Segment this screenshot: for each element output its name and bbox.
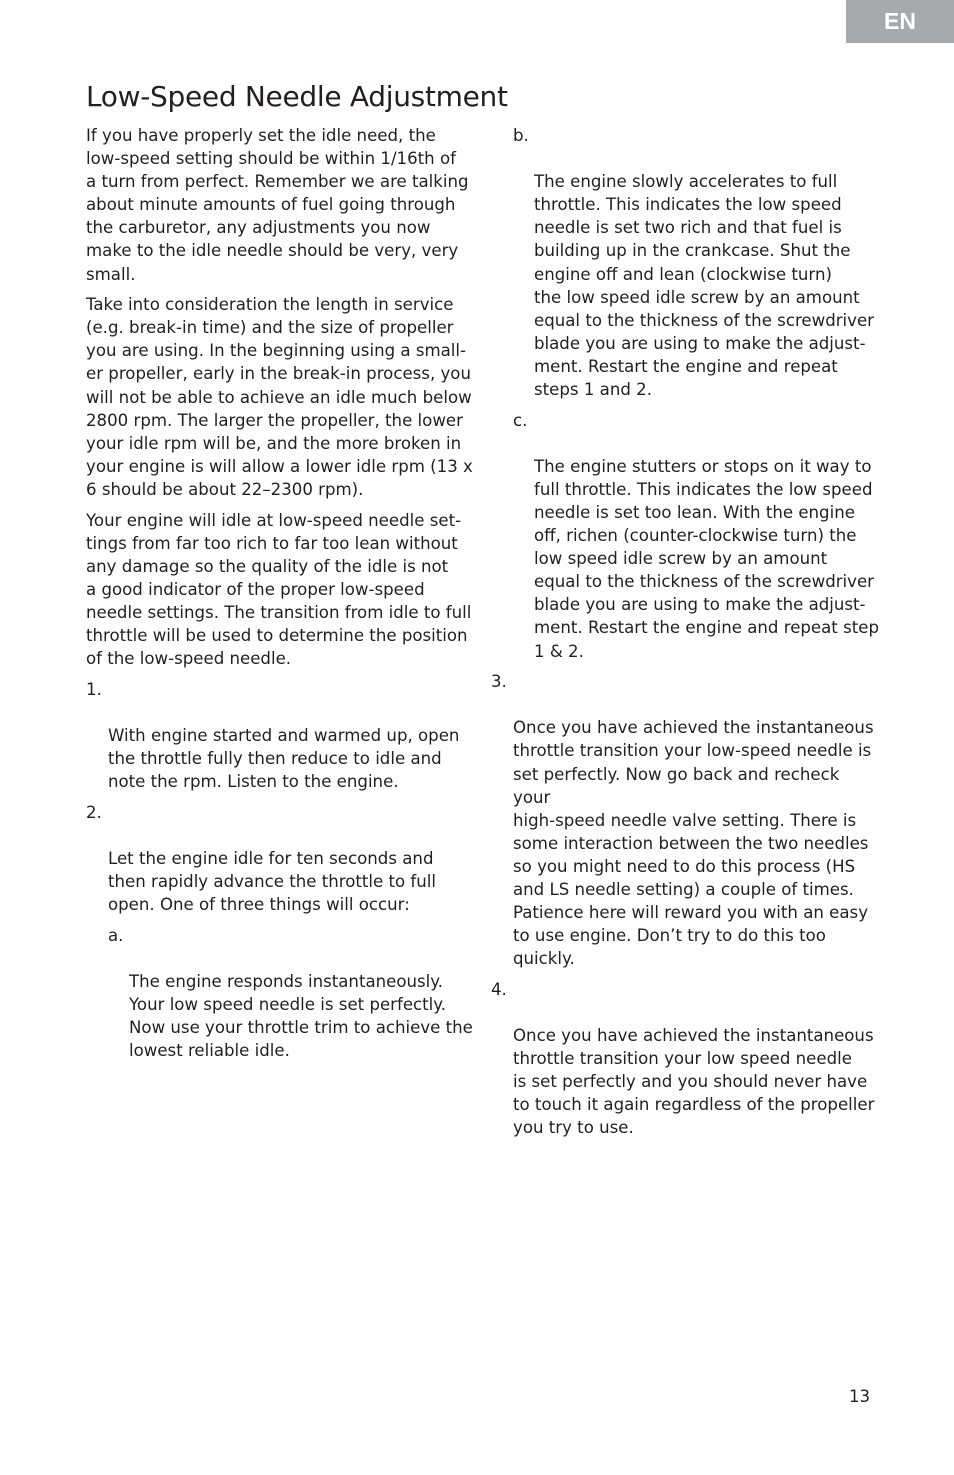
page-number: 13 [849,1387,871,1406]
left-column [86,124,474,1070]
list-text: Once you have achieved the instantaneous throttle transition your low speed needle is set perfectly and you should never have to touch it again regardless of the propeller you try to use. [513,1026,875,1138]
list-text: With engine started and warmed up, open the throttle fully then reduce to idle and note the rpm. Listen to the engine. [108,725,460,792]
list-text: The engine stutters or stops on it way to full throttle. This indicates the low speed needle is set too lean. With the engine off, richen (counter-clockwise turn) the low speed idle screw by an amount equal to the thickness of the screwdriver blade you are using to make the adjust- ment. Restart the engine and repeat step 1 & 2. [534,456,879,661]
list-item-a [86,924,474,1063]
list-item-4 [491,978,881,1140]
list-item-3 [491,670,881,970]
paragraph-idle-setting: If you have properly set the idle need, the low-speed setting should be within 1/16th of a turn from perfect. Remember we are talking about minute amounts of fuel going through the carburetor, any adjustments you now make to the idle needle should be very, very small. [86,126,469,284]
list-letter: b. [513,126,529,145]
list-item-b [491,124,881,401]
list-item-c [491,409,881,663]
list-item-2 [86,801,474,916]
list-text: Once you have achieved the instantaneous throttle transition your low-speed needle is set perfectly. Now go back and recheck your high-speed needle valve setting. There is some interaction between the two needles so you might need to do this process (HS and LS needle setting) a couple of times. Patience here will reward you with an easy to use engine. Don’t try to do this too quickly. [513,718,874,969]
language-tab: EN [846,0,954,43]
list-item-1 [86,678,474,793]
list-text: The engine slowly accelerates to full throttle. This indicates the low speed needle is set two rich and that fuel is building up in the crankcase. Shut the engine off and lean (clockwise turn) the low speed idle screw by an amount equal to the thickness of the screwdriver blade you are using to make the adjust- ment. Restart the engine and repeat steps 1 and 2. [534,172,875,400]
list-number: 4. [491,979,507,999]
list-letter: a. [108,925,124,945]
list-number: 1. [86,679,102,699]
list-text: The engine responds instantaneously. Your low speed needle is set perfectly. Now use your throttle trim to achieve the lowest reliable idle. [129,971,473,1061]
list-letter: c. [513,410,528,430]
paragraph-break-in: Take into consideration the length in service (e.g. break-in time) and the size of propeller you are using. In the beginning using a small- er propeller, early in the break-in process, you will not be able to achieve an idle much below 2800 rpm. The larger the propeller, the lower your idle rpm will be, and the more broken in your engine is will allow a lower idle rpm (13 x 6 should be about 22–2300 rpm). [86,295,473,499]
paragraph-transition: Your engine will idle at low-speed needle set- tings from far too rich to far too lean without any damage so the quality of the idle is not a good indicator of the proper low-speed needle settings. The transition from idle to full throttle will be used to determine the position of the low-speed needle. [86,510,472,669]
right-column [491,124,881,1147]
list-text: Let the engine idle for ten seconds and then rapidly advance the throttle to full open. One of three things will occur: [108,848,436,914]
list-number: 3. [491,672,507,692]
page-title: Low-Speed Needle Adjustment [86,80,508,113]
list-number: 2. [86,802,102,822]
